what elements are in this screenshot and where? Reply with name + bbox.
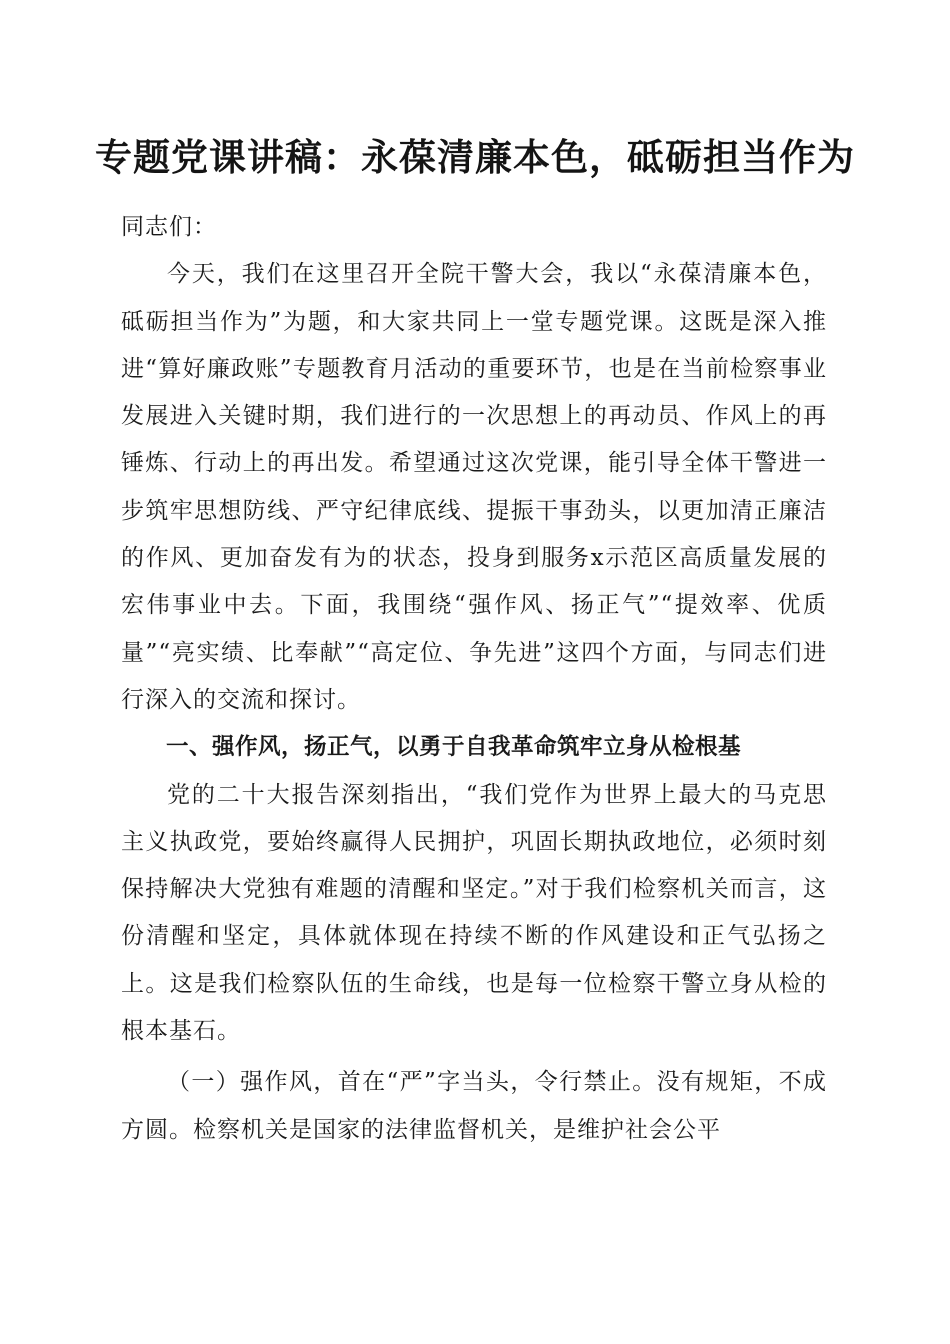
salutation: 同志们： [121, 214, 217, 240]
section-1-heading: 一、强作风，扬正气，以勇于自我革命筑牢立身从检根基 [166, 734, 742, 761]
subsection-1-paragraph: （一）强作风，首在“严”字当头，令行禁止。没有规矩，不成方圆。检察机关是国家的法律监督机关，是维护社会公平 [121, 1069, 827, 1143]
document-body [121, 204, 827, 1154]
document-title: 专题党课讲稿：永葆清廉本色，砥砺担当作为 [95, 135, 855, 179]
section-1-paragraph: 党的二十大报告深刻指出，“我们党作为世界上最大的马克思主义执政党，要始终赢得人民拥护，巩固长期执政地位，必须时刻保持解决大党独有难题的清醒和坚定。”对于我们检察机关而言，这份清醒和坚定，具体就体现在持续不断的作风建设和正气弘扬之上。这是我们检察队伍的生命线，也是每一位检察干警立身从检的根本基石。 [121, 781, 827, 1045]
intro-paragraph: 今天，我们在这里召开全院干警大会，我以“永葆清廉本色，砥砺担当作为”为题，和大家共同上一堂专题党课。这既是深入推进“算好廉政账”专题教育月活动的重要环节，也是在当前检察事业发展进入关键时期，我们进行的一次思想上的再动员、作风上的再锤炼、行动上的再出发。希望通过这次党课，能引导全体干警进一步筑牢思想防线、严守纪律底线、提振干事劲头，以更加清正廉洁的作风、更加奋发有为的状态，投身到服务x示范区高质量发展的宏伟事业中去。下面，我围绕“强作风、扬正气”“提效率、优质量”“亮实绩、比奉献”“高定位、争先进”这四个方面，与同志们进行深入的交流和探讨。 [121, 261, 827, 713]
